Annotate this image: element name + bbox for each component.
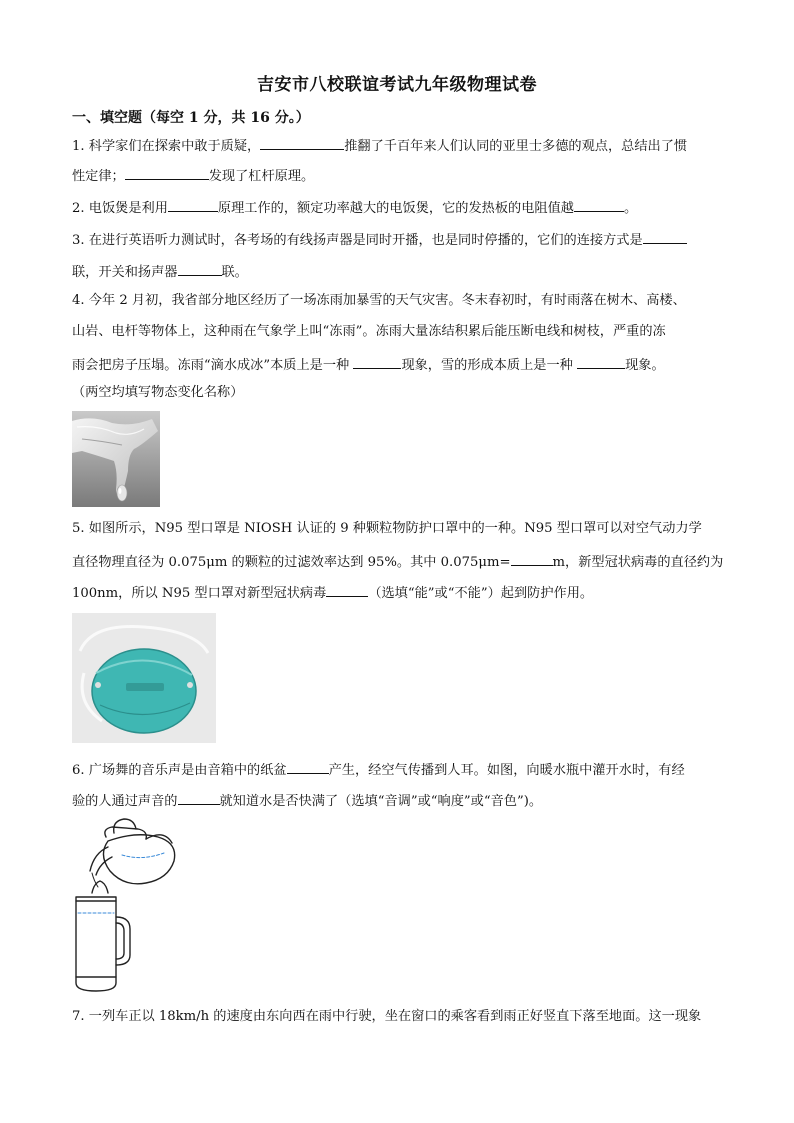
q5-blank-1[interactable] [511, 553, 553, 566]
q5-text-d: （选填“能”或“不能”）起到防护作用。 [368, 586, 594, 601]
q6-line-1 [72, 761, 685, 777]
q4-text-c: 现象。 [625, 358, 665, 373]
q1-text-c: 性定律； [72, 169, 125, 184]
q2-blank-1[interactable] [168, 199, 218, 212]
q4-line-4: （两空均填写物态变化名称） [72, 385, 244, 400]
freezing-rain-image [72, 411, 160, 507]
q1-blank-1[interactable] [260, 137, 344, 150]
page-title: 吉安市八校联谊考试九年级物理试卷 [257, 75, 537, 95]
q1-text-a: 1. 科学家们在探索中敢于质疑， [72, 139, 261, 154]
q1-text-d: 发现了杠杆原理。 [208, 169, 315, 184]
q5-blank-2[interactable] [326, 584, 368, 597]
q1-text-b: 推翻了千百年来人们认同的亚里士多德的观点，总结出了惯 [344, 139, 688, 154]
q4-blank-2[interactable] [577, 356, 625, 369]
q5-text-a: 直径物理直径为 0.075μm 的颗粒的过滤效率达到 95%。其中 0.075μm= [72, 555, 511, 570]
q6-line-2 [72, 792, 542, 808]
kettle-pouring-into-thermos-image [72, 813, 182, 995]
q6-text-b: 产生，经空气传播到人耳。如图，向暖水瓶中灌开水时，有经 [328, 763, 685, 778]
q2-text-a: 2. 电饭煲是利用 [72, 201, 168, 216]
section-heading: 一、填空题（每空 1 分，共 16 分。） [72, 110, 310, 126]
q4-line-2: 山岩、电杆等物体上，这种雨在气象学上叫“冻雨”。冻雨大量冻结积累后能压断电线和树枝，严重的冻 [72, 324, 666, 339]
q2-text-b: 原理工作的，额定功率越大的电饭煲，它的发热板的电阻值越 [217, 201, 574, 216]
q6-text-c: 验的人通过声音的 [72, 794, 178, 809]
q5-line-3 [72, 584, 593, 600]
q3-line-2 [72, 263, 248, 279]
n95-mask-image [72, 613, 216, 743]
q6-blank-2[interactable] [178, 792, 220, 805]
q3-text-c: 联。 [221, 265, 248, 280]
q1-blank-2[interactable] [125, 167, 209, 180]
q3-blank-2[interactable] [178, 263, 222, 276]
q4-line-1: 4. 今年 2 月初，我省部分地区经历了一场冻雨加暴雪的天气灾害。冬末春初时，有时雨落在树木、高楼、 [72, 293, 686, 308]
q4-text-b: 现象，雪的形成本质上是一种 [401, 358, 578, 373]
q5-text-b: m，新型冠状病毒的直径约为 [552, 555, 724, 570]
q5-text-c: 100nm，所以 N95 型口罩对新型冠状病毒 [72, 586, 327, 601]
q4-blank-1[interactable] [353, 356, 401, 369]
q4-text-a: 雨会把房子压塌。冻雨“滴水成冰”本质上是一种 [72, 358, 354, 373]
q6-blank-1[interactable] [287, 761, 329, 774]
q5-line-2 [72, 553, 723, 569]
q1-line-1 [72, 137, 687, 153]
q5-line-1: 5. 如图所示，N95 型口罩是 NIOSH 认证的 9 种颗粒物防护口罩中的一种。N95 型口罩可以对空气动力学 [72, 521, 702, 536]
q3-line-1 [72, 231, 687, 247]
q2-text-c: 。 [623, 201, 638, 216]
q2-line-1 [72, 199, 637, 215]
q3-text-a: 3. 在进行英语听力测试时，各考场的有线扬声器是同时开播，也是同时停播的，它们的连接方式是 [72, 233, 643, 248]
q3-blank-1[interactable] [643, 231, 687, 244]
q6-text-a: 6. 广场舞的音乐声是由音箱中的纸盆 [72, 763, 287, 778]
q2-blank-2[interactable] [574, 199, 624, 212]
q1-line-2 [72, 167, 314, 183]
q6-text-d: 就知道水是否快满了（选填“音调”或“响度”或“音色”)。 [219, 794, 543, 809]
q4-line-3 [72, 356, 665, 372]
q3-text-b: 联，开关和扬声器 [72, 265, 178, 280]
q7-line-1: 7. 一列车正以 18km/h 的速度由东向西在雨中行驶，坐在窗口的乘客看到雨正好竖直下落至地面。这一现象 [72, 1009, 702, 1024]
